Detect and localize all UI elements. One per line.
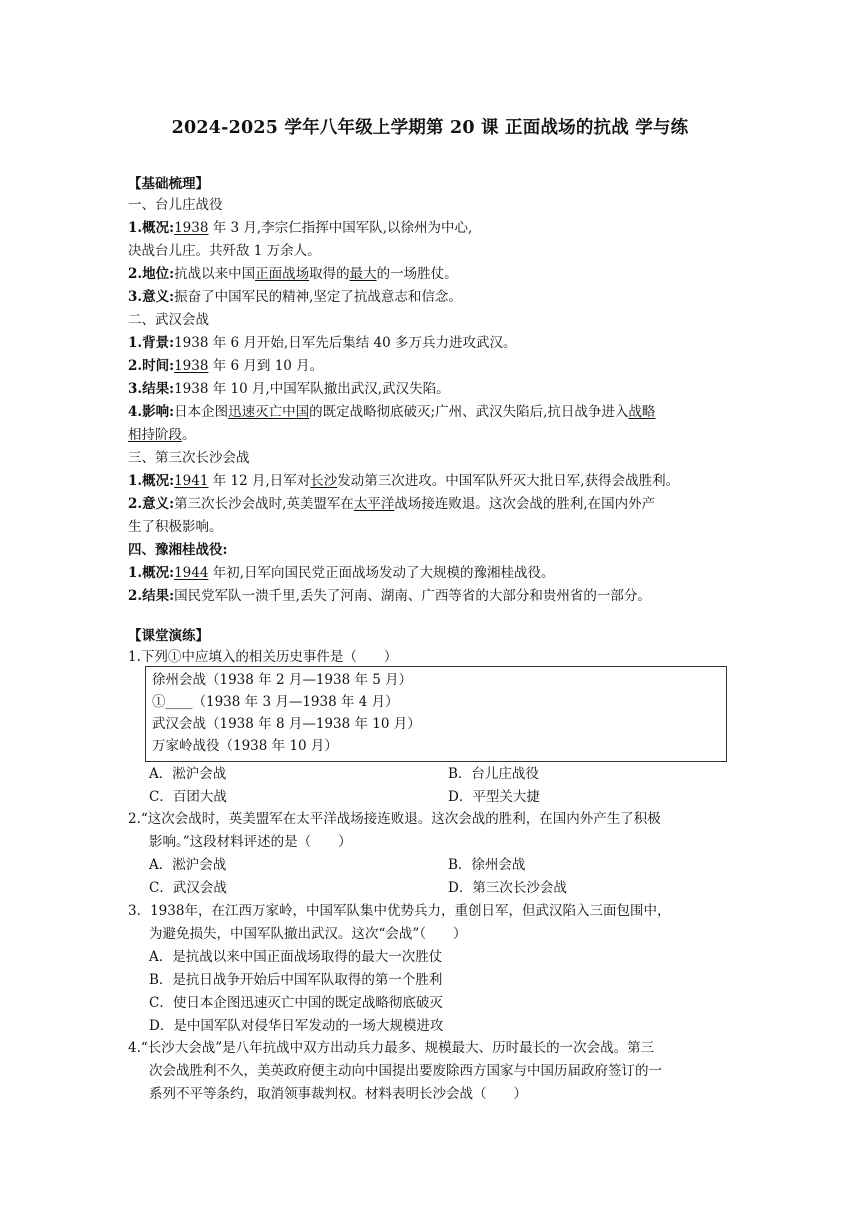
question-3-option-d[interactable]: D．是中国军队对侵华日军发动的一场大规模进攻 — [149, 1018, 444, 1034]
timeline-line: 万家岭战役（1938 年 10 月） — [152, 738, 338, 754]
text: 年初,日军向国民党正面战场发动了大规模的豫湘桂战役。 — [208, 565, 555, 581]
text: 1938 年 10 月,中国军队撤出武汉,武汉失陷。 — [174, 381, 450, 397]
taierzhuang-meaning — [128, 287, 462, 307]
question-1-option-a[interactable]: A．淞沪会战 — [149, 766, 227, 782]
changsha-meaning-cont: 生了积极影响。 — [128, 519, 223, 535]
section-heading-basics: 【基础梳理】 — [128, 176, 209, 192]
label: 3.意义: — [128, 289, 175, 305]
wuhan-result — [128, 379, 450, 399]
timeline-line: 武汉会战（1938 年 8 月—1938 年 10 月） — [152, 716, 421, 732]
underlined-text: 正面战场 — [255, 266, 310, 282]
question-2-stem: 2.“这次会战时，英美盟军在太平洋战场接连败退。这次会战的胜利，在国内外产生了积极 — [128, 811, 661, 827]
question-1-option-c[interactable]: C．百团大战 — [149, 789, 227, 805]
label: 1.概况: — [128, 220, 175, 236]
text: 发动第三次进攻。中国军队歼灭大批日军,获得会战胜利。 — [337, 473, 680, 489]
text: 战场接连败退。这次会战的胜利,在国内外产 — [394, 496, 656, 512]
text: 的既定战略彻底破灭;广州、武汉失陷后,抗日战争进入 — [309, 404, 629, 420]
question-2-option-a[interactable]: A．淞沪会战 — [149, 857, 227, 873]
text: 的一场胜仗。 — [376, 266, 458, 282]
taierzhuang-overview — [128, 218, 472, 238]
taierzhuang-status — [128, 264, 458, 284]
question-4-stem-cont: 系列不平等条约，取消领事裁判权。材料表明长沙会战（ ） — [149, 1086, 527, 1102]
underlined-text: 战略 — [628, 404, 656, 420]
question-4-stem: 4.“长沙大会战”是八年抗战中双方出动兵力最多、规模最大、历时最长的一次会战。第三 — [128, 1040, 655, 1056]
label: 1.概况: — [128, 565, 175, 581]
underlined-text: 最大 — [349, 266, 377, 282]
subsection-title-yuxianggui: 四、豫湘桂战役: — [128, 542, 228, 558]
question-1-option-b[interactable]: B．台儿庄战役 — [448, 766, 539, 782]
underlined-text: 相持阶段 — [128, 427, 182, 443]
yuxianggui-overview — [128, 563, 555, 583]
underlined-text: 长沙 — [310, 473, 338, 489]
label: 2.结果: — [128, 588, 175, 604]
text: 年 12 月,日军对 — [208, 473, 311, 489]
question-2-stem-cont: 影响。”这段材料评述的是（ ） — [149, 834, 352, 850]
label: 2.意义: — [128, 496, 175, 512]
text: 。 — [182, 427, 196, 443]
taierzhuang-overview-cont: 决战台儿庄。共歼敌 1 万余人。 — [128, 243, 321, 259]
question-2-option-b[interactable]: B．徐州会战 — [448, 857, 526, 873]
question-1-stem: 1.下列①中应填入的相关历史事件是（ ） — [128, 649, 398, 665]
label: 2.地位: — [128, 266, 175, 282]
timeline-line: 徐州会战（1938 年 2 月—1938 年 5 月） — [152, 672, 413, 688]
wuhan-time — [128, 356, 323, 376]
text: 振奋了中国军民的精神,坚定了抗战意志和信念。 — [174, 289, 462, 305]
question-3-option-c[interactable]: C．使日本企图迅速灭亡中国的既定战略彻底破灭 — [149, 995, 443, 1011]
text: 取得的 — [309, 266, 350, 282]
underlined-year: 1941 — [174, 473, 209, 489]
underlined-year: 1938 — [174, 358, 209, 374]
wuhan-impact — [128, 402, 655, 422]
question-3-stem-cont: 为避免损失，中国军队撤出武汉。这次“会战”（ ） — [149, 926, 467, 942]
page-title: 2024-2025 学年八年级上学期第 20 课 正面战场的抗战 学与练 — [171, 118, 689, 138]
question-1-option-d[interactable]: D．平型关大捷 — [448, 789, 540, 805]
underlined-text: 迅速灭亡中国 — [228, 404, 310, 420]
label: 1.概况: — [128, 473, 175, 489]
question-2-option-c[interactable]: C．武汉会战 — [149, 880, 227, 896]
subsection-title-taierzhuang: 一、台儿庄战役 — [128, 197, 223, 213]
section-heading-practice: 【课堂演练】 — [128, 628, 209, 644]
question-3-option-a[interactable]: A．是抗战以来中国正面战场取得的最大一次胜仗 — [149, 949, 443, 965]
question-1-timeline-box — [145, 666, 727, 762]
question-4-stem-cont: 次会战胜利不久，美英政府便主动向中国提出要废除西方国家与中国历届政府签订的一 — [149, 1063, 662, 1079]
yuxianggui-result — [128, 586, 651, 606]
underlined-year: 1944 — [174, 565, 209, 581]
text: 1938 年 6 月开始,日军先后集结 40 多万兵力进攻武汉。 — [174, 335, 517, 351]
wuhan-impact-cont — [128, 425, 196, 445]
text: 第三次长沙会战时,英美盟军在 — [174, 496, 354, 512]
subsection-title-wuhan: 二、武汉会战 — [128, 312, 209, 328]
changsha-overview — [128, 471, 679, 491]
text: 日本企图 — [174, 404, 229, 420]
text: 抗战以来中国 — [174, 266, 256, 282]
text: 年 3 月,李宗仁指挥中国军队,以徐州为中心, — [208, 220, 473, 236]
underlined-text: 太平洋 — [353, 496, 395, 512]
label: 4.影响: — [128, 404, 175, 420]
question-2-option-d[interactable]: D．第三次长沙会战 — [448, 880, 567, 896]
subsection-title-changsha: 三、第三次长沙会战 — [128, 450, 250, 466]
changsha-meaning — [128, 494, 655, 514]
question-3-stem: 3．1938年，在江西万家岭，中国军队集中优势兵力，重创日军，但武汉陷入三面包围中， — [128, 903, 671, 919]
label: 3.结果: — [128, 381, 175, 397]
text: 国民党军队一溃千里,丢失了河南、湖南、广西等省的大部分和贵州省的一部分。 — [174, 588, 651, 604]
underlined-year: 1938 — [174, 220, 209, 236]
wuhan-background — [128, 333, 516, 353]
label: 2.时间: — [128, 358, 175, 374]
question-3-option-b[interactable]: B．是抗日战争开始后中国军队取得的第一个胜利 — [149, 972, 443, 988]
text: 年 6 月到 10 月。 — [208, 358, 324, 374]
timeline-line: ①____（1938 年 3 月—1938 年 4 月） — [152, 694, 399, 710]
label: 1.背景: — [128, 335, 175, 351]
